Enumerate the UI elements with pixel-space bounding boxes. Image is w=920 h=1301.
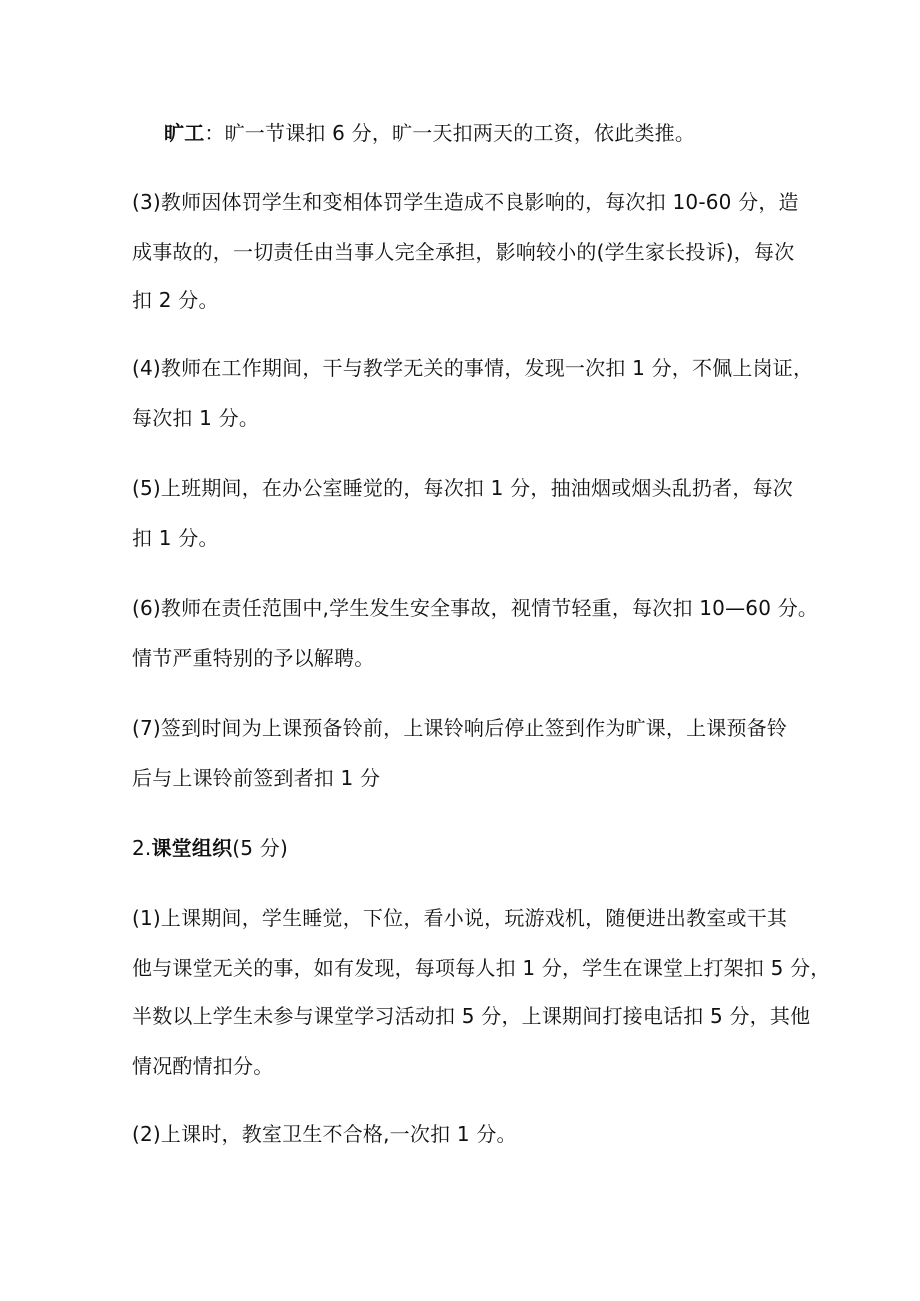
section-2-title: 课堂组织 — [151, 836, 233, 860]
truancy-paragraph — [164, 120, 834, 146]
rule-7-line-2: 后与上课铃前签到者扣 1 分 — [132, 766, 381, 790]
rule-3-line-2: 成事故的，一切责任由当事人完全承担，影响较小的(学生家长投诉)，每次 — [132, 240, 795, 264]
rule-7-line-1: (7)签到时间为上课预备铃前，上课铃响后停止签到作为旷课，上课预备铃 — [132, 716, 788, 740]
rule-6-line-1: (6)教师在责任范围中,学生发生安全事故，视情节轻重，每次扣 10—60 分。 — [132, 596, 819, 620]
class-rule-1-line-1: (1)上课期间，学生睡觉，下位，看小说，玩游戏机，随便进出教室或干其 — [132, 906, 788, 930]
class-rule-1-line-4: 情况酌情扣分。 — [132, 1054, 274, 1078]
rule-6-line-2: 情节严重特别的予以解聘。 — [132, 646, 375, 670]
class-rule-2-line-1: (2)上课时，教室卫生不合格,一次扣 1 分。 — [132, 1122, 517, 1146]
rule-4-line-1: (4)教师在工作期间，干与教学无关的事情，发现一次扣 1 分，不佩上岗证， — [132, 356, 814, 380]
section-2-points: (5 分) — [232, 836, 288, 860]
section-2-heading — [132, 835, 802, 861]
truancy-text: ：旷一节课扣 6 分，旷一天扣两天的工资，依此类推。 — [204, 121, 696, 145]
rule-3-line-1: (3)教师因体罚学生和变相体罚学生造成不良影响的，每次扣 10-60 分，造 — [132, 190, 799, 214]
truancy-heading: 旷工 — [164, 121, 205, 145]
class-rule-1-line-2: 他与课堂无关的事，如有发现，每项每人扣 1 分，学生在课堂上打架扣 5 分， — [132, 956, 831, 980]
rule-5-line-1: (5)上班期间，在办公室睡觉的，每次扣 1 分，抽油烟或烟头乱扔者，每次 — [132, 476, 793, 500]
rule-5-line-2: 扣 1 分。 — [132, 526, 219, 550]
class-rule-1-line-3: 半数以上学生未参与课堂学习活动扣 5 分，上课期间打接电话扣 5 分，其他 — [132, 1004, 811, 1028]
section-2-number: 2. — [132, 836, 152, 860]
rule-3-line-3: 扣 2 分。 — [132, 288, 219, 312]
rule-4-line-2: 每次扣 1 分。 — [132, 406, 260, 430]
